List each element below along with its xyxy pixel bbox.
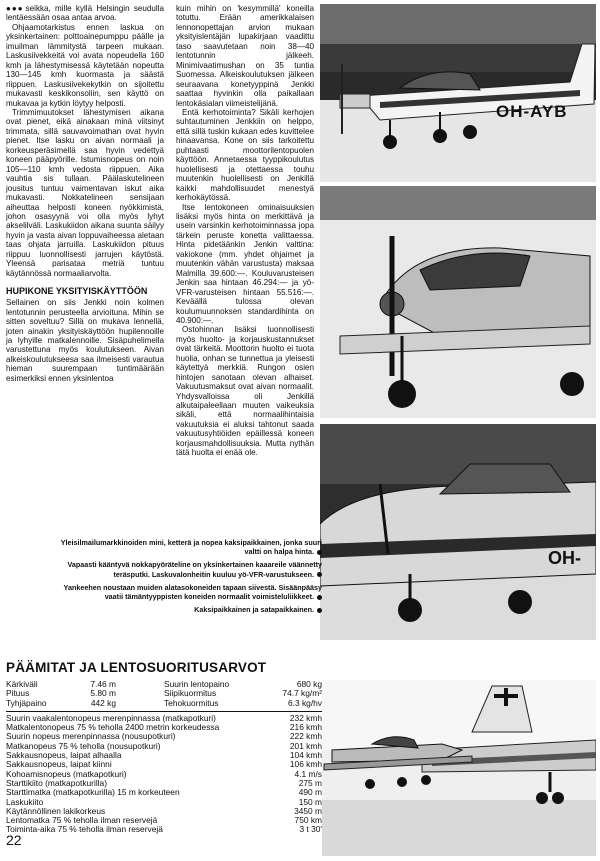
column2-para1: kuin mihin on 'kesymmillä' koneilla totuttu. Erään amerikkalaisen lennonopettajan arvion mukaan yksityislentäjän lupakirjaan vaadittu taso saavutetaan noin 38—40 lentotunnin jälkeeh. Minimivaatimushan on 35 tuntia Suomessa. Alkeiskoulutuksen jälkeen seuraavana konetyyppinä Jenkki saattaa hyvinkin olla paikallaan lentokäsialan viimeistelijänä. (176, 4, 314, 108)
caption-1: Yleisilmailumarkkinoiden mini, ketterä ja nopea kaksipaikkainen, jonka suuri valtti on halpa hinta. (60, 538, 322, 557)
table-row: Laskukiito 150 m (6, 796, 322, 807)
table-row: Käytännöllinen lakikorkeus 3450 m (6, 805, 322, 816)
specifications-title: PÄÄMITAT JA LENTOSUORITUSARVOT (6, 660, 267, 675)
caption-bullet-icon (317, 550, 322, 555)
column2-para4: Ostohinnan lisäksi luonnollisesti myös huolto- ja korjauskustannukset ovat tärkeitä. Moottorin huolto ei tuota huolia, onhan se tunnettua ja yleisesti käytettyä merkkiä. Rungon osien hintojen sanotaan olevan alhaiset. Vakuutusmaksut ovat aivan normaalit. Yhdysvalloissa oli Jenkillä alkutaipaleellaan muuten vaikeuksia sikäli, että normaalihintaisia vakuutuksia ei aluksi tahtonut saada vakuutusyhtiöiden epäillessä koneen korjausmahdollisuuksia. Mutta nythän tätä huolta ei enää ole. (176, 325, 314, 458)
column2-para2: Entä kerhotoiminta? Sikäli kerhojen suhtautuminen Jenkkiin on helppo, että sillä tuskin kukaan edes kuvittelee hinaavansa. Kone on siis tarkoitettu puhtaasti moottorilentopuolen käyttöön. Annetaessa tyyppikoulutus huolellisesti ja otettaessa touhu muutenkin huolellisesti on Jenkillä kaikki mahdollisuudet menestyä kerhokäytössä. (176, 107, 314, 203)
caption-3: Yankeehen noustaan muiden alatasokoneiden tapaan siivestä. Sisäänpääsy vaatii tämäntyyppisten koneiden normaalit voimisteluliikkeet. (63, 582, 322, 602)
spec-value: 7.46 m (90, 679, 116, 689)
table-row: Starttikiito (matkapotkurilla) 275 m (6, 777, 322, 788)
page-number: 22 (6, 832, 22, 848)
spec-label: Tehokuormitus (164, 697, 219, 708)
photo-aircraft-with-airliner (322, 680, 596, 856)
caption-2: Vapaasti kääntyvä nokkapyöräteline on yksinkertainen kaaareile väännetty teräsputki. Laskuvalonheitin kuuluu yö-VFR-varustukseen. (67, 560, 322, 579)
table-row: Matkanopeus 75 % teholla (nousupotkuri) 201 kmh (6, 740, 322, 751)
spec-label: Siipikuormitus (164, 688, 217, 699)
table-row: Sakkausnopeus, laipat alhaalla 104 kmh (6, 750, 322, 761)
table-row: Suurin vaakalentonopeus merenpinnassa (matkapotkuri) 232 kmh (6, 712, 322, 723)
spec-label: Tyhjäpaino (6, 697, 47, 708)
photo-aircraft-side-view (320, 4, 596, 182)
registration-mark: OH- (548, 548, 581, 568)
spec-value: 74.7 kg/m² (282, 688, 322, 699)
section-subheading: HUPIKONE YKSITYISKÄYTTÖÖN (6, 286, 148, 297)
performance-table (6, 714, 322, 835)
column1-para2: Ohjaamotarkistus ennen laskua on yksinkertainen: polttoainepumppu päälle ja imuilman lämmitystä tarpeen mukaan. Laskusiivekkeitä voi avata nopeudella 160 kmh ja lähestymisessä käytetään nopeutta 130—145 kmh kuormasta ja säästä riippuen. Laskusiivekekytkin on sijoitettu mukavasti keskikonsoliin, sen käyttö on mukavaa ja kytkin löytyy helposti. (6, 22, 164, 108)
spec-value: 6.3 kg/hv (288, 697, 322, 708)
article-column-1 (6, 4, 164, 383)
column1-para1: seikka, mille kyllä Helsingin seudulla lentäessään osaa antaa arvoa. (6, 4, 164, 23)
column1-para4: Sellainen on siis Jenkki noin kolmen lentotunnin perusteella arvioituna. Mihin se sitten soveltuu? Sillä on mukava lennellä, joten ainakin yksityiskäyttöön hupilennoille ja lyhyille matkalennoille. Sisäpuhelimella varustettuna myös koulutukseen. Aivan alkeiskoulutukseesa saa ilmeisesti varautua hieman suurempaan tuntimäärään esimerkiksi ennen yksinlentoa (6, 298, 164, 383)
dimensions-table (6, 680, 322, 708)
table-row: Suurin nopeus merenpinnassa (nousupotkuri) 222 kmh (6, 731, 322, 742)
table-row: Matkalentonopeus 75 % teholla 2400 metrin korkeudessa 216 kmh (6, 722, 322, 733)
spec-value: 680 kg (296, 679, 322, 689)
column2-para3: Itse lentokoneen ominaisuuksien lisäksi myös hinta on merkittävä ja usein varsinkin kerhotoiminnassa jopa tärkein peruste konetta valittaessa. Hinta pidetäänkin Jenkin valttina: vakiokone (mm. yhdet ohjaimet ja muutenkin vähän varustusta) maksaa Malmilla 39.600:—. Kouluvarusteisen Jenkin saa hintaan 46.294:— ja yö-VFR-varusteisen hintaan 55.516:—. Keväällä tulossa olevan koulumuunnoksen standardihinta on 40.900:—. (176, 202, 314, 325)
caption-4: Kaksipaikkainen ja satapaikkainen. (194, 605, 314, 615)
table-row: Kohoamisnopeus (matkapotkuri) 4.1 m/s (6, 768, 322, 779)
spec-value: 5.80 m (90, 688, 116, 699)
specifications-box (6, 660, 322, 835)
caption-bullet-icon (317, 572, 322, 577)
divider (6, 711, 322, 712)
caption-bullet-icon (317, 595, 322, 600)
article-column-2 (176, 4, 314, 458)
spec-label: Suurin lentopaino (164, 679, 230, 689)
table-row: Toiminta-aika 75 % teholla ilman reservejä 3 t 30' (6, 824, 322, 835)
table-row: Sakkausnopeus, laipat kiinni 106 kmh (6, 759, 322, 770)
photo-captions (60, 538, 322, 618)
caption-bullet-icon (317, 608, 322, 613)
spec-value: 442 kg (90, 697, 116, 708)
registration-mark: OH-AYB (496, 102, 568, 121)
table-row: Starttimatka (matkapotkurilla) 15 m korkeuteen 490 m (6, 787, 322, 798)
bullet-marker-icon: ●●● (6, 4, 24, 13)
photo-aircraft-nose-closeup (320, 186, 596, 418)
table-row: Lentomatka 75 % teholla ilman reservejä 750 km (6, 815, 322, 826)
column1-para3: Trimmimuutokset lähestymisen aikana ovat pienet, eikä ainakaan minä viitsinyt trimmata, sillä sauvavoimathan ovat hyvin pienet. Itse lasku on aivan normaali ja korkeusperäsimellä saa hyvin vedettyä koneen pääpyörille. Istumisnopeus on noin 105—110 kmh vedosta riippuen. Aika vauhtia sis tullaan. Päälaskutelineen jousitus tuntuu vaimentavan iskut aika mukavasti. Nokkatelineen sensijaan aiheuttaa helposti koneen nyökkimistä, johon osasyynä voi olla myös lyhyt akselilväli. Laskukiidon aikana suunta säilyy hyvin ja vasta aivan loppuvaiheessa aletaan taas ohjata jarruilla. Laskukiidon pituus riippuu luonnollisesti jarrujen käytöstä. Yleensä parisataa metriä tuntuu käytännössä normaaliarvolta. (6, 107, 164, 278)
spec-label: Pituus (6, 688, 30, 699)
photo-aircraft-cockpit-side (320, 424, 596, 640)
spec-label: Kärkiväli (6, 679, 38, 689)
